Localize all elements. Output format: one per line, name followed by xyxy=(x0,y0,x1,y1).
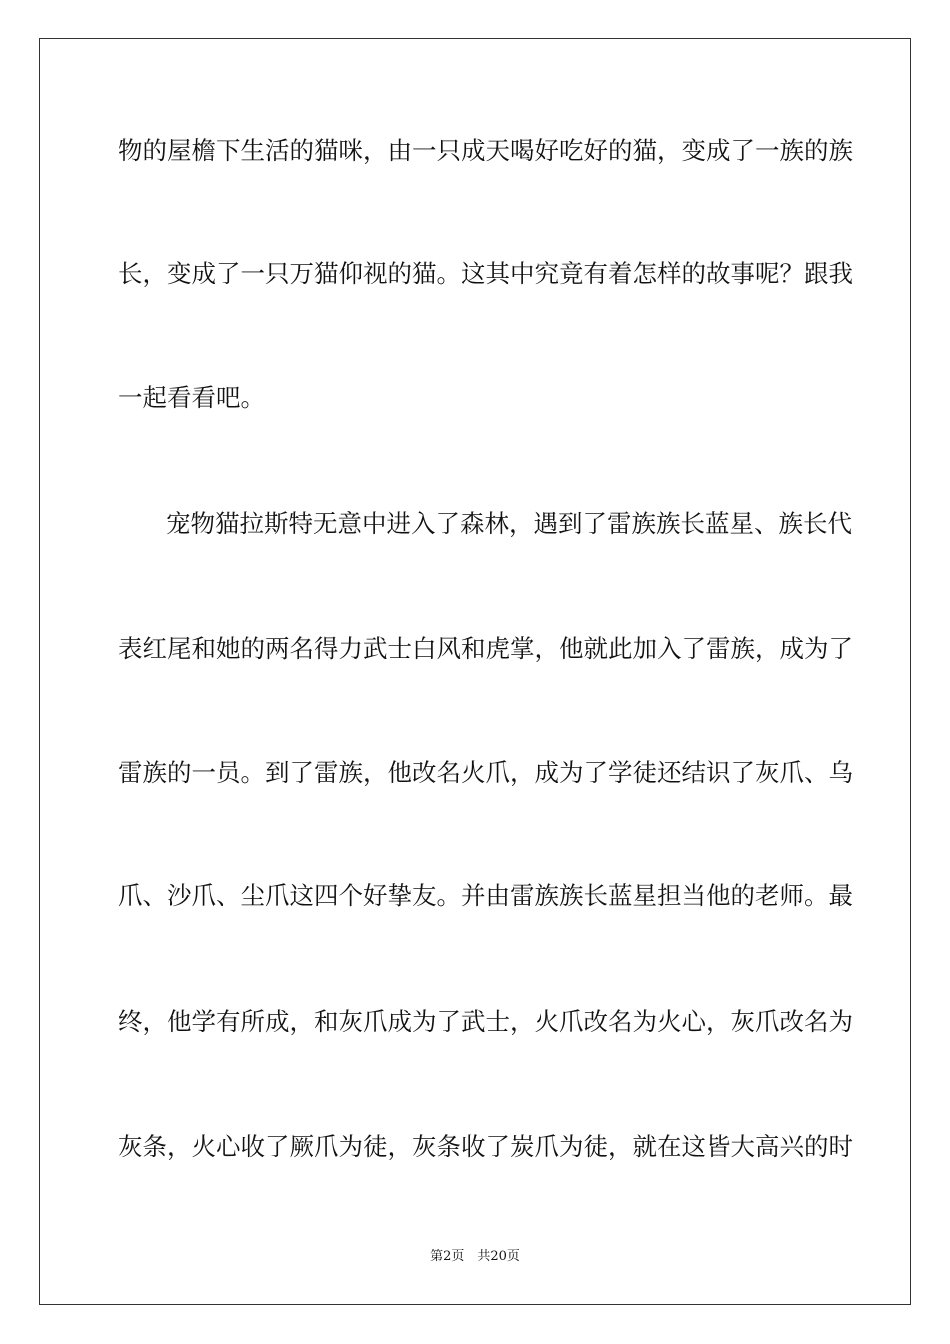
text-line-3: 一起看看吧。 xyxy=(118,383,265,412)
page-border xyxy=(39,38,911,1305)
text-line-6: 雷族的一员。到了雷族，他改名火爪，成为了学徒还结识了灰爪、乌 xyxy=(118,758,853,787)
text-line-4: 宠物猫拉斯特无意中进入了森林，遇到了雷族族长蓝星、族长代 xyxy=(166,509,852,538)
text-line-2: 长，变成了一只万猫仰视的猫。这其中究竟有着怎样的故事呢？跟我 xyxy=(118,259,853,288)
text-line-7: 爪、沙爪、尘爪这四个好挚友。并由雷族族长蓝星担当他的老师。最 xyxy=(118,881,853,910)
page-number-footer: 第2页 共20页 xyxy=(430,1249,520,1264)
text-line-8: 终，他学有所成，和灰爪成为了武士，火爪改名为火心，灰爪改名为 xyxy=(118,1007,853,1036)
text-line-1: 物的屋檐下生活的猫咪，由一只成天喝好吃好的猫，变成了一族的族 xyxy=(118,136,853,165)
text-line-9: 灰条，火心收了厥爪为徒，灰条收了炭爪为徒，就在这皆大高兴的时 xyxy=(118,1132,853,1161)
text-line-5: 表红尾和她的两名得力武士白风和虎掌，他就此加入了雷族，成为了 xyxy=(118,634,853,663)
